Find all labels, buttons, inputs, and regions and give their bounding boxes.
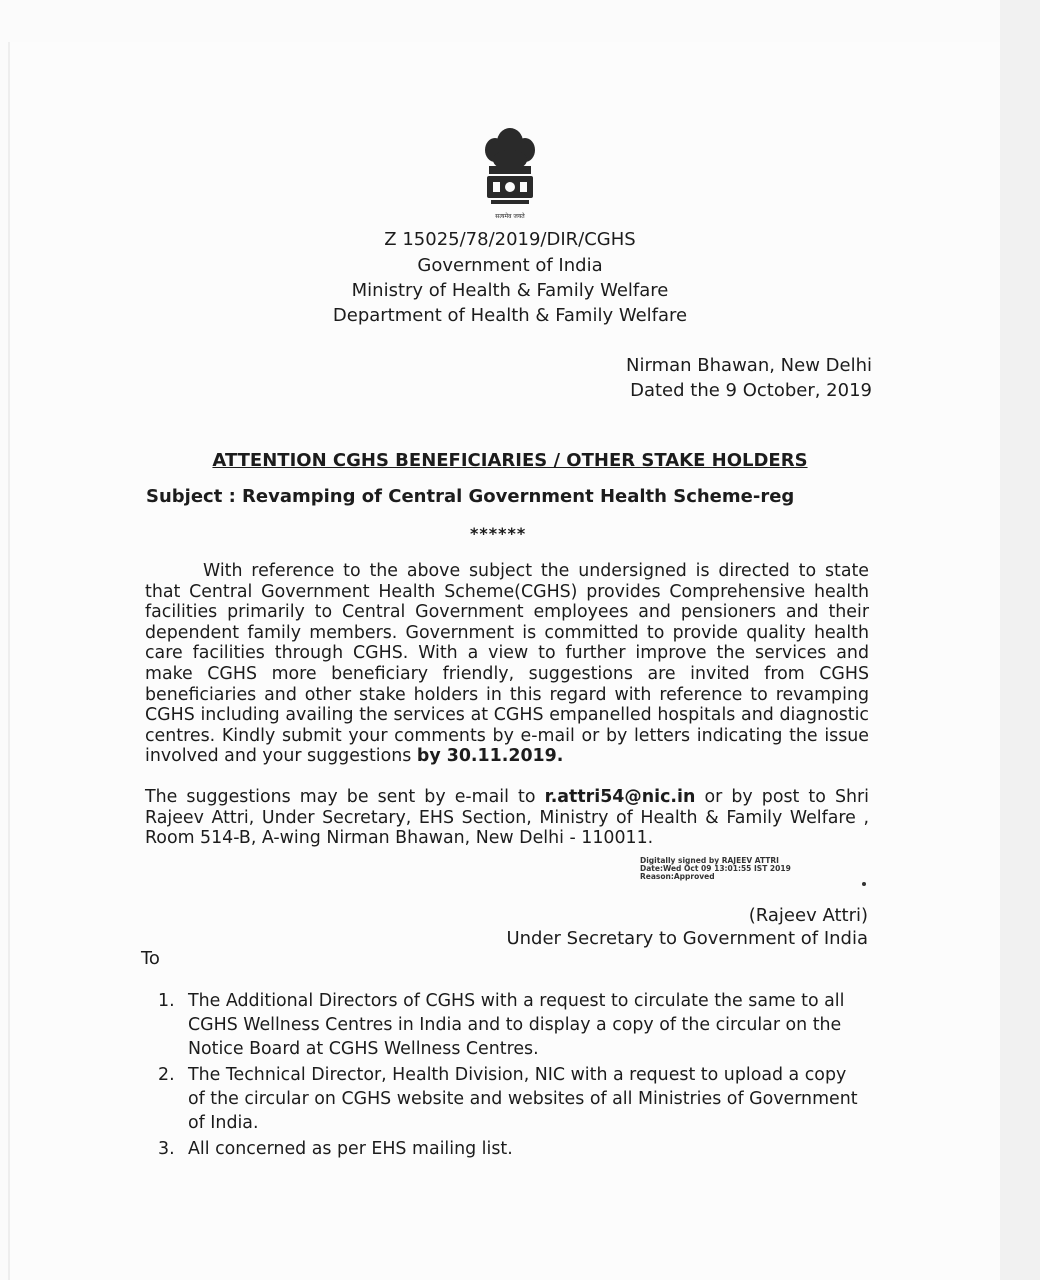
letter-place: Nirman Bhawan, New Delhi [626, 355, 872, 376]
body-paragraph-1-text: With reference to the above subject the undersigned is directed to state that Central Government Health Scheme(CGHS) provides Comprehensive health facilities primarily to Central Government employees and pensioners and their dependent family members. Government is committed to provide quality health care facilities through CGHS. With a view to further improve the services and make CGHS more beneficiary friendly, suggestions are invited from CGHS beneficiaries and other stake holders in this regard with reference to revamping CGHS including availing the services at CGHS empanelled hospitals and diagnostic centres. Kindly submit your comments by e-mail or by letters indicating the issue involved and your suggestions [145, 561, 869, 767]
list-item-text: The Additional Directors of CGHS with a request to circulate the same to all CGHS Wellness Centres in India and to display a copy of the circular on the Notice Board at CGHS Wellness Centres. [188, 991, 845, 1059]
frame-edge [1000, 0, 1040, 1280]
list-item-number: 1. [158, 991, 175, 1011]
ministry-name: Ministry of Health & Family Welfare [351, 280, 669, 301]
body-paragraph-2 [145, 787, 869, 849]
body-paragraph-2-address: or by post to Shri Rajeev Attri, Under Secretary, EHS Section, Ministry of Health & Family Welfare , Room 514-B, A-wing Nirman Bhawan, New Delhi - 110011. [145, 787, 870, 849]
attention-heading: ATTENTION CGHS BENEFICIARIES / OTHER STAKE HOLDERS [212, 450, 808, 471]
contact-email-link[interactable]: r.attri54@nic.in [544, 787, 696, 807]
recipients-label: To [141, 948, 160, 969]
signature-mark [862, 882, 866, 886]
letter-date: Dated the 9 October, 2019 [630, 380, 872, 401]
list-item [158, 1137, 858, 1161]
digital-signature-stamp [640, 857, 870, 881]
list-item-text: All concerned as per EHS mailing list. [188, 1139, 513, 1159]
digital-signature-reason: Reason:Approved [640, 872, 715, 881]
list-item-number: 3. [158, 1139, 175, 1159]
body-paragraph-2-intro: The suggestions may be sent by e-mail to [145, 787, 536, 807]
digital-signature-date: Date:Wed Oct 09 13:01:55 IST 2019 [640, 864, 791, 873]
department-name: Department of Health & Family Welfare [332, 305, 688, 326]
list-item-text: The Technical Director, Health Division, NIC with a request to upload a copy of the circular on CGHS website and websites of all Ministries of Government of India. [188, 1065, 858, 1133]
list-item [158, 1063, 858, 1135]
reference-number: Z 15025/78/2019/DIR/CGHS [384, 229, 636, 250]
deadline: by 30.11.2019. [416, 746, 564, 767]
signatory-designation: Under Secretary to Government of India [506, 928, 868, 949]
government-name: Government of India [417, 255, 603, 276]
emblem-motto: सत्यमेव जयते [495, 213, 525, 220]
list-item-number: 2. [158, 1065, 175, 1085]
body-paragraph-1 [145, 561, 869, 767]
separator: ****** [470, 524, 527, 543]
signatory-name: (Rajeev Attri) [748, 905, 868, 926]
list-item [158, 989, 858, 1061]
digital-signature-signer: Digitally signed by RAJEEV ATTRI [640, 856, 779, 865]
subject-line: Subject : Revamping of Central Government Health Scheme-reg [146, 486, 795, 507]
recipient-list [158, 989, 858, 1163]
